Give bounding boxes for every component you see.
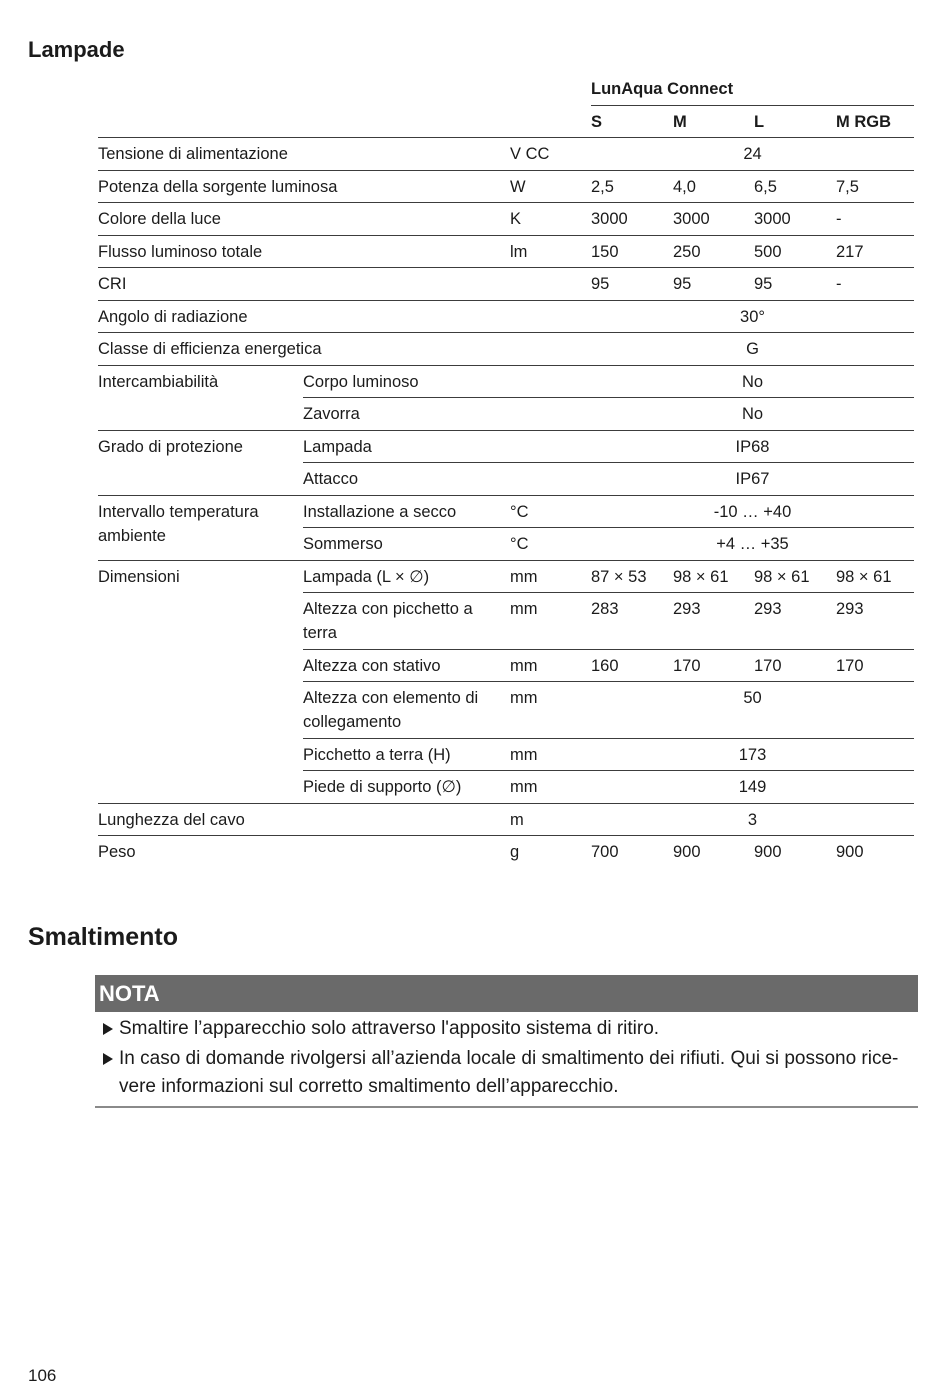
unit-cell: mm <box>510 649 591 682</box>
row-label: Flusso luminoso totale <box>98 235 510 268</box>
value-cell: 2,5 <box>591 170 673 203</box>
row-label: Colore della luce <box>98 203 510 236</box>
spec-row <box>98 138 914 171</box>
spec-row <box>98 268 914 301</box>
value-cell: 500 <box>754 235 836 268</box>
spec-row <box>98 235 914 268</box>
page-number: 106 <box>28 1366 57 1385</box>
row-sublabel: Lampada (L × ∅) <box>303 560 510 593</box>
row-sublabel: Lampada <box>303 430 510 463</box>
unit-cell: mm <box>510 738 591 771</box>
unit-cell <box>510 463 591 496</box>
row-sublabel: Altezza con picchetto a terra <box>303 593 510 650</box>
value-cell-all-variants: No <box>591 398 914 431</box>
header-empty-cell <box>510 105 591 138</box>
list-item <box>95 1015 918 1043</box>
row-label: Classe di efficienza energetica <box>98 333 510 366</box>
value-cell: - <box>836 268 914 301</box>
spec-row <box>98 170 914 203</box>
value-cell-all-variants: 173 <box>591 738 914 771</box>
value-cell-all-variants: 30° <box>591 300 914 333</box>
unit-cell: m <box>510 803 591 836</box>
value-cell: 95 <box>591 268 673 301</box>
row-sublabel: Installazione a secco <box>303 495 510 528</box>
header-row-product <box>98 73 914 105</box>
value-cell: 250 <box>673 235 754 268</box>
row-label: Intercambiabilità <box>98 365 303 430</box>
variant-header-m-rgb: M RGB <box>836 105 914 138</box>
value-cell: 900 <box>836 843 864 861</box>
value-cell: 170 <box>673 649 754 682</box>
row-sublabel: Sommerso <box>303 528 510 561</box>
value-cell-all-variants: -10 … +40 <box>591 495 914 528</box>
row-label: CRI <box>98 268 510 301</box>
header-empty-cell <box>98 105 303 138</box>
value-cell: 160 <box>591 649 673 682</box>
row-sublabel: Altezza con stativo <box>303 649 510 682</box>
unit-cell: mm <box>510 682 591 739</box>
unit-cell: mm <box>510 593 591 650</box>
spec-table-header <box>98 73 914 138</box>
row-label: Potenza della sorgente luminosa <box>98 170 510 203</box>
unit-cell: V CC <box>510 138 591 171</box>
list-item-text: In caso di domande rivolgersi all’azienda locale di smaltimento dei rifiuti. Qui si possono rice- <box>119 1048 899 1069</box>
header-empty-cell <box>303 73 510 105</box>
spec-row <box>98 560 914 593</box>
value-cell-all-variants: IP67 <box>591 463 914 496</box>
spec-table-body <box>98 138 914 868</box>
header-row-variants <box>98 105 914 138</box>
note-label: NOTA <box>99 981 160 1006</box>
row-label: Peso <box>98 843 136 861</box>
section-title-smaltimento: Smaltimento <box>28 923 179 951</box>
row-sublabel: Altezza con elemento di collegamento <box>303 682 510 739</box>
value-cell: 95 <box>673 268 754 301</box>
unit-cell: K <box>510 203 591 236</box>
row-sublabel: Attacco <box>303 463 510 496</box>
value-cell-all-variants: No <box>591 365 914 398</box>
row-sublabel: Picchetto a terra (H) <box>303 738 510 771</box>
value-cell: 98 × 61 <box>673 560 754 593</box>
variant-header-m: M <box>673 105 754 138</box>
note-list <box>95 1015 918 1103</box>
spec-row <box>98 333 914 366</box>
value-cell-all-variants: 50 <box>591 682 914 739</box>
row-label: Angolo di radiazione <box>98 300 510 333</box>
value-cell: 3000 <box>754 203 836 236</box>
row-label: Tensione di alimentazione <box>98 138 510 171</box>
row-sublabel: Corpo luminoso <box>303 365 510 398</box>
unit-cell: mm <box>510 771 591 804</box>
bullet-triangle-icon <box>103 1023 113 1035</box>
value-cell: 900 <box>673 843 701 861</box>
value-cell: 95 <box>754 268 836 301</box>
row-label: Lunghezza del cavo <box>98 803 510 836</box>
header-empty-cell <box>510 73 591 105</box>
value-cell: 4,0 <box>673 170 754 203</box>
unit-cell: W <box>510 170 591 203</box>
spec-row <box>98 300 914 333</box>
unit-cell <box>510 430 591 463</box>
section-title-lampade: Lampade <box>28 37 125 62</box>
value-cell: 700 <box>591 843 619 861</box>
row-sublabel: Zavorra <box>303 398 510 431</box>
value-cell: 283 <box>591 593 673 650</box>
spec-row <box>98 430 914 463</box>
unit-cell <box>510 365 591 398</box>
value-cell-all-variants: G <box>591 333 914 366</box>
value-cell: 293 <box>673 593 754 650</box>
unit-cell: lm <box>510 235 591 268</box>
value-cell: 170 <box>836 649 914 682</box>
header-empty-cell <box>98 73 303 105</box>
spec-row <box>98 836 914 868</box>
spec-row <box>98 803 914 836</box>
section-divider <box>95 1106 918 1108</box>
unit-cell: mm <box>510 560 591 593</box>
list-item <box>95 1045 918 1101</box>
variant-header-l: L <box>754 105 836 138</box>
unit-cell <box>510 398 591 431</box>
value-cell: 293 <box>754 593 836 650</box>
unit-cell: °C <box>510 528 591 561</box>
spec-table <box>98 73 914 868</box>
unit-cell <box>510 333 591 366</box>
unit-cell: g <box>510 843 520 861</box>
row-label: Grado di protezione <box>98 430 303 495</box>
variant-header-s: S <box>591 105 673 138</box>
unit-cell <box>510 268 591 301</box>
value-cell-all-variants: IP68 <box>591 430 914 463</box>
value-cell: 170 <box>754 649 836 682</box>
row-sublabel: Piede di supporto (∅) <box>303 771 510 804</box>
row-label: Dimensioni <box>98 560 303 803</box>
list-item-text: vere informazioni sul corretto smaltimento dell’apparecchio. <box>119 1076 619 1097</box>
value-cell-all-variants: +4 … +35 <box>591 528 914 561</box>
value-cell: 6,5 <box>754 170 836 203</box>
value-cell: 7,5 <box>836 170 914 203</box>
spec-row <box>98 203 914 236</box>
value-cell: 150 <box>591 235 673 268</box>
value-cell: 900 <box>754 843 782 861</box>
header-empty-cell <box>303 105 510 138</box>
spec-row <box>98 495 914 528</box>
list-item-text: Smaltire l’apparecchio solo attraverso l'apposito sistema di ritiro. <box>119 1018 660 1039</box>
bullet-triangle-icon <box>103 1053 113 1065</box>
value-cell-all-variants: 24 <box>591 138 914 171</box>
value-cell-all-variants: 149 <box>591 771 914 804</box>
value-cell: 87 × 53 <box>591 560 673 593</box>
unit-cell <box>510 300 591 333</box>
spec-row <box>98 365 914 398</box>
unit-cell: °C <box>510 495 591 528</box>
note-banner <box>95 975 918 1012</box>
row-label: Intervallo temperatura ambiente <box>98 495 303 560</box>
value-cell-all-variants: 3 <box>591 803 914 836</box>
value-cell: 98 × 61 <box>836 560 914 593</box>
value-cell: 3000 <box>673 203 754 236</box>
value-cell: 3000 <box>591 203 673 236</box>
product-name-header: LunAqua Connect <box>591 73 914 105</box>
value-cell: 98 × 61 <box>754 560 836 593</box>
value-cell: 293 <box>836 593 914 650</box>
value-cell: 217 <box>836 235 914 268</box>
value-cell: - <box>836 203 914 236</box>
